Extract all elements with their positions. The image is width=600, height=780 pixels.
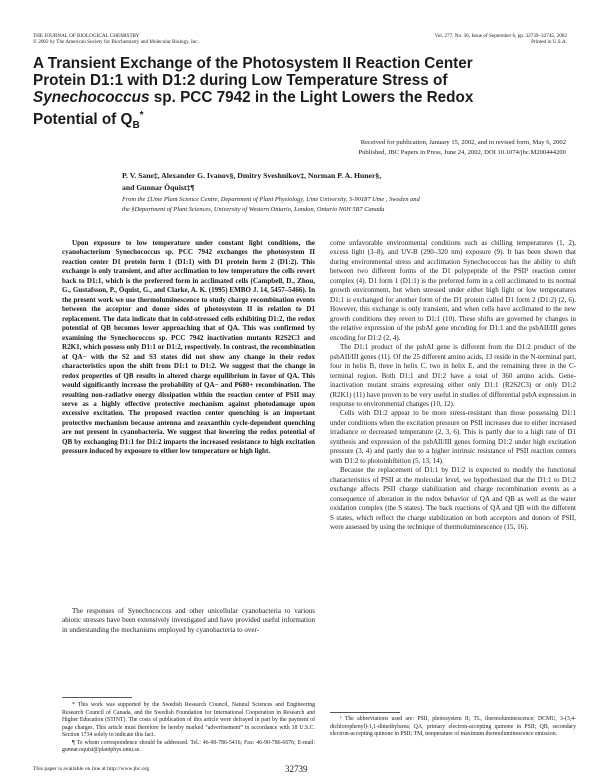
correspondence-footnote: ¶ To whom correspondence should be addressed. Tel.: 46-90-786-5416; Fax: 46-90-786-6676; E-mail: gunnar.oquist@plantphys.umu.se.	[62, 739, 315, 754]
availability-note: This paper is available on line at http://www.jbc.org	[33, 766, 150, 772]
abstract	[62, 239, 315, 457]
affiliations	[122, 195, 572, 214]
title-organism: Synechococcus	[33, 89, 150, 107]
footnotes-left	[62, 702, 315, 755]
page-number: 32739	[285, 764, 308, 774]
title-subscript: B	[132, 119, 140, 131]
received-info	[206, 138, 566, 157]
published-line: Published, JBC Papers in Press, June 24, 2002, DOI 10.1074/jbc.M200444200	[358, 148, 566, 156]
introduction	[62, 607, 315, 635]
affiliation-line-1: From the ‡Ume Plant Science Centre, Department of Plant Physiology, Ume University, S-90187 Ume , Sweden and	[122, 196, 420, 203]
abstract-text: Upon exposure to low temperature under constant light conditions, the cyanobacterium Synechococcus sp. PCC 7942 exchanges the photosystem II reaction center D1 protein form 1 (D1:1) with D1 protein form 2 (D1:2). This exchange is only transient, and after acclimation to low temperature the cells revert back to D1:1, which is the preferred form in acclimated cells (Campbell, D., Zhou, G., Gustafsson, P., Öquist, G., and Clarke, A. K. (1995) EMBO J. 14, 5457–5466). In the present work we use thermoluminescence to study charge recombination events between the acceptor and donor sides of photosystem II in relation to D1 replacement. The data indicate that in cold-stressed cells exhibiting D1:2, the redox potential of QB becomes lower approaching that of QA. This was confirmed by examining the Synechococcus sp. PCC 7942 inactivation mutants R2S2C3 and R2K1, which possess only D1:1 or D1:2, respectively. In contrast, the recombination of QA− with the S2 and S3 states did not show any change in their redox characteristics upon the shift from D1:1 to D1:2. We suggest that the change in redox properties of QB results in altered charge equilibrium in favor of QA. This would significantly increase the probability of QA− and P680+ recombination. The resulting non-radiative energy dissipation within the reaction center of PSII may serve as a highly effective protective mechanism against photodamage upon excessive excitation. The proposed reaction center quenching is an important protective mechanism because antenna and zeaxanthin cycle-dependent quenching are not present in cyanobacteria. We suggest that lowering the redox potential of QB by exchanging D1:1 for D1:2 imparts the increased resistance to high excitation pressure induced by exposure to either low temperature or high light.	[62, 239, 315, 456]
affiliation-line-2: the §Department of Plant Sciences, University of Western Ontario, London, Ontario N6H 5B7 Canada	[122, 205, 385, 213]
right-paragraph-4: Because the replacement of D1:1 by D1:2 is expected to modify the functional characteristics of PSII at the molecular level, we hypothesized that the D1:1 to D1:2 exchange affects PSII charge stabilization and charge recombination events as a consequence of alteration in the redox behavior of QA and QB as well as the water oxidation complex (the S states). The back reactions of QA and QB with the different S states, which reflect the charge stabilization on both acceptors and donors of PSII, were assessed by using the technique of thermoluminescence (15, 16).	[330, 466, 576, 532]
title-star: *	[139, 109, 144, 121]
right-paragraph-2: The D1:1 product of the psbAI gene is different from the D1:2 product of the psbAII/III genes (11). Of the 25 different amino acids, 13 reside in the N-terminal part, four in helix B, three in helix C, two in helix E, and the remaining three in the C-terminal region. Both D1:1 and D1:2 have a total of 360 amino acids. Gene-inactivation mutant strains expressing either only D1:1 (R2S2C3) or only D1:2 (R2K1) (11) have proven to be very useful in studies of differential psbA expression in response to environmental changes (10, 12).	[330, 343, 576, 408]
author-list	[122, 170, 562, 193]
authors-line-2: and Gunnar Öquist‡¶	[122, 182, 195, 192]
funding-footnote: * This work was supported by the Swedish Research Council, Natural Sciences and Engineering Research Council of Canada, and the Swedish Foundation for International Cooperation in Research and Higher Education (STINT). The costs of publication of this article were defrayed in part by the payment of page charges. This article must therefore be hereby marked “advertisement” in accordance with 18 U.S.C. Section 1734 solely to indicate this fact.	[62, 702, 315, 739]
abbreviations-footnote	[330, 716, 576, 739]
copyright-line: © 2002 by The American Society for Biochemistry and Molecular Biology, Inc.	[33, 39, 199, 46]
right-column-body	[330, 239, 576, 533]
title-line-3	[33, 89, 573, 106]
title-line-4-text: Potential of Q	[33, 110, 133, 128]
title-line-2: Protein D1:1 with D1:2 during Low Temperature Stress of	[33, 72, 448, 90]
authors-line-1: P. V. Sane‡, Alexander G. Ivanov§, Dmitry Sveshnikov‡, Norman P. A. Huner§,	[122, 171, 382, 180]
intro-paragraph: The responses of Synechococcus and other unicellular cyanobacteria to various abiotic stresses have been extensively investigated and have provided useful information in understanding the mechanisms employed by cyanobacteria to over-	[62, 607, 315, 634]
issue-header	[435, 33, 567, 46]
journal-name: THE JOURNAL OF BIOLOGICAL CHEMISTRY	[33, 33, 140, 39]
abbreviations-text: ¹ The abbreviations used are: PSII, photosystem II; TL, thermoluminescence; DCMU, 3-(3,4-dichlorophenyl)-1,1-dimethylurea; QA, primary electron-accepting quinone in PSII; QB, secondary electron-accepting quinone in PSII; TM, temperature of maximum thermoluminescence emission.	[330, 716, 576, 738]
issue-line: Vol. 277, No. 36, Issue of September 6, pp. 32739–32745, 2002	[434, 33, 567, 39]
title-line-3-rest: sp. PCC 7942 in the Light Lowers the Redox	[149, 89, 474, 107]
title-line-4	[33, 107, 573, 134]
journal-header	[33, 33, 199, 46]
right-paragraph-3: Cells with D1:2 appear to be more stress-resistant than those possessing D1:1 under conditions when the excitation pressure on PSII increases due to either increased irradiance or decreased temperature (2, 3, 6). This is partly due to a high rate of D1 synthesis and expression of the psbAII/III genes forming D1:2 under high excitation pressure (3, 4) and partly due to a higher intrinsic resistance of PSII reaction centers with D1:2 to photoinhibition (5, 13, 14).	[330, 409, 576, 465]
footnote-divider-left	[62, 697, 132, 698]
right-paragraph-1: come unfavorable environmental conditions such as chilling temperatures (1, 2), excess light (3–8), and UV-B (290–320 nm) exposure (9). It has been shown that during environmental stress and acclimation Synechococcus has the ability to shift between two different forms of the D1 polypeptide of the PSII¹ reaction center complex (4). D1 form 1 (D1:1) is the preferred form in a cell acclimated to its normal growth environment, but when stressed under either high light or low temperatures D1:1 is exchanged for another form of the D1 protein called D1 form 2 (D1:2) (2, 6). However, this exchange is only transient, and when cells have acclimated to the new growth conditions they revert to D1:1 (10). These shifts are governed by changes in the relative expression of the psbAI gene encoding for D1:1 and the psbAII/III genes encoding for D1:2 (2, 4).	[330, 239, 576, 342]
printed-line: Printed in U.S.A.	[531, 39, 567, 46]
footnote-divider-right	[330, 712, 400, 713]
received-line: Received for publication, January 15, 2002, and in revised form, May 6, 2002	[360, 139, 566, 146]
article-title	[33, 55, 573, 134]
title-line-1: A Transient Exchange of the Photosystem II Reaction Center	[33, 55, 473, 72]
